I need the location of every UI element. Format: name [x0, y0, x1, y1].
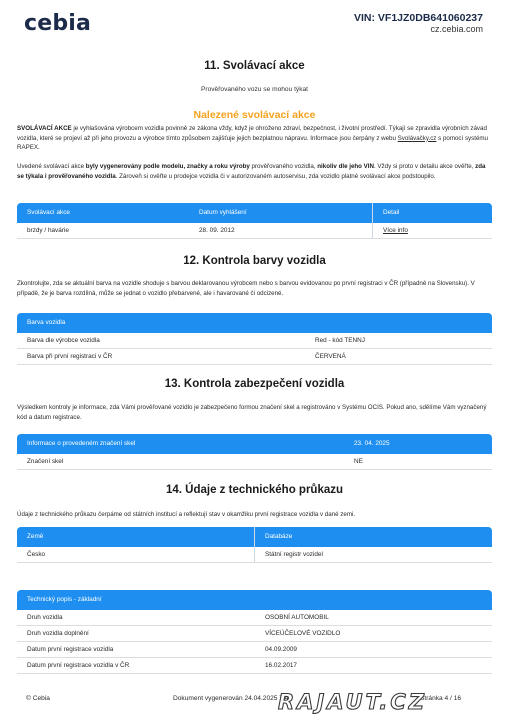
tech-header-label: Technický popis - základní [27, 596, 102, 603]
col-recall-date: Datum vyhlášení [199, 209, 247, 216]
column-divider [372, 203, 373, 238]
security-label: Značení skel [27, 458, 64, 465]
registry-table [17, 527, 492, 563]
recall-note-f: zda se týkala i prověřovaného vozidla [17, 163, 486, 180]
recall-text: je vyhlašována výrobcem vozidla povinně ze zákona vždy, když je ohroženo zdraví, bezpečnost, i životní prostředí. Týkají se zpravidla výrobních závad vozidla, které se projeví až při jeho provozu a výrobce tímto způsobem zajišťuje jejich bezplatnou nápravu. Informace jsou čerpány z webu [17, 125, 487, 142]
col-country: Země [27, 533, 44, 540]
color-label: Barva při první registraci v ČR [27, 353, 113, 360]
table-row [17, 610, 492, 626]
recall-table [17, 203, 492, 239]
table-row [17, 223, 492, 239]
color-header-label: Barva vozidla [27, 319, 66, 326]
recall-note-g: . Zároveň si ověřte u prodejce vozidla či v autorizovaném autoservisu, zda vozidlo platné svolávací akce podstoupilo. [115, 172, 436, 180]
site-domain: cz.cebia.com [430, 24, 483, 34]
footer-generated: Dokument vygenerován 24.04.2025 7:40 [173, 695, 293, 702]
recall-note-c: prověřovaného vozidla, [249, 163, 318, 170]
color-value: Red - kód TENNJ [315, 337, 365, 344]
cebia-logo: cebia [24, 11, 92, 36]
color-label: Barva dle výrobce vozidla [27, 337, 100, 344]
tech-label: Datum první registrace vozidla [27, 646, 114, 653]
country-value: Česko [27, 551, 46, 558]
techcard-description: Údaje z technického průkazu čerpáme od státních institucí a reflektují stav v okamžiku první registrace vozidla v dané zemi. [17, 511, 356, 518]
color-table [17, 313, 492, 365]
color-description: Zkontrolujte, zda se aktuální barva na vozidle shoduje s barvou deklarovanou výrobcem nebo s barvou evidovanou po první registraci v ČR (případně na Slovensku). V případě, že je barva rozdílná, může se jednat o vozidlo přebarvené, ale i havarované či odcizené. [17, 280, 475, 297]
recall-note-d: nikoliv dle jeho VIN [317, 163, 374, 170]
security-value: NE [354, 458, 363, 465]
col-database: Databáze [265, 533, 293, 540]
tech-value: 16.02.2017 [265, 662, 297, 669]
column-divider [254, 527, 255, 562]
found-recalls-title: Nalezené svolávací akce [193, 109, 316, 121]
recall-note-a: Uvedené svolávací akce [17, 163, 86, 170]
color-table-header [17, 313, 492, 333]
tech-description-header [17, 590, 492, 610]
tech-value: 04.09.2009 [265, 646, 297, 653]
svolavacky-link[interactable]: Svolávačky.cz [397, 134, 437, 142]
footer-page-number: Stránka 4 / 16 [420, 695, 462, 702]
footer-copyright: © Cebia [26, 695, 50, 702]
section-title-techcard: 14. Údaje z technického průkazu [165, 484, 344, 496]
tech-value: OSOBNÍ AUTOMOBIL [265, 614, 329, 621]
rajaut-watermark: RAJAUT.CZ [278, 690, 427, 714]
security-header-date: 23. 04. 2025 [354, 440, 390, 447]
col-recall-name: Svolávací akce [27, 209, 70, 216]
recall-note [17, 162, 493, 181]
recall-description [17, 124, 493, 153]
tech-value: VÍCEÚČELOVÉ VOZIDLO [265, 630, 341, 637]
recall-table-header [17, 203, 492, 223]
col-recall-detail: Detail [383, 209, 400, 216]
database-value: Státní registr vozidel [265, 551, 323, 558]
recall-lead: SVOLÁVACÍ AKCE [17, 125, 72, 132]
recall-detail-link[interactable]: Více info [383, 227, 408, 234]
tech-label: Druh vozidla doplnění [27, 630, 89, 637]
page-footer [0, 690, 509, 706]
security-header-label: Informace o provedeném značení skel [27, 440, 136, 447]
table-row [17, 642, 492, 658]
security-table [17, 434, 492, 470]
security-table-header [17, 434, 492, 454]
table-row [17, 349, 492, 365]
vin-number: VIN: VF1JZ0DB641060237 [354, 12, 483, 24]
section-title-color: 12. Kontrola barvy vozidla [183, 255, 326, 267]
recall-note-b: byly vygenerovány podle modelu, značky a roku výroby [85, 163, 250, 170]
table-row [17, 454, 492, 470]
section-title-security: 13. Kontrola zabezpečení vozidla [164, 378, 345, 390]
color-value: ČERVENÁ [315, 353, 346, 360]
tech-label: Datum první registrace vozidla v ČR [27, 662, 130, 669]
table-row [17, 626, 492, 642]
security-description: Výsledkem kontroly je informace, zda Vámi prověřované vozidlo je zabezpečeno formou značení skel a registrováno v Systému OCIS. Pokud ano, sdělíme Vám vyznačený kód a datum registrace. [17, 404, 487, 421]
table-row [17, 333, 492, 349]
recall-note-e: . Vždy si proto v detailu akce ověřte, [373, 163, 476, 170]
section-subtitle-recall: Prověřovaného vozu se mohou týkat [200, 86, 309, 93]
table-row [17, 658, 492, 674]
section-title-recall: 11. Svolávací akce [204, 60, 305, 72]
recall-text-end: s pomocí systému RAPEX. [17, 134, 488, 152]
tech-label: Druh vozidla [27, 614, 63, 621]
recall-name: brzdy / havárie [27, 227, 69, 234]
recall-date: 28. 09. 2012 [199, 227, 235, 234]
tech-description-table [17, 590, 492, 674]
